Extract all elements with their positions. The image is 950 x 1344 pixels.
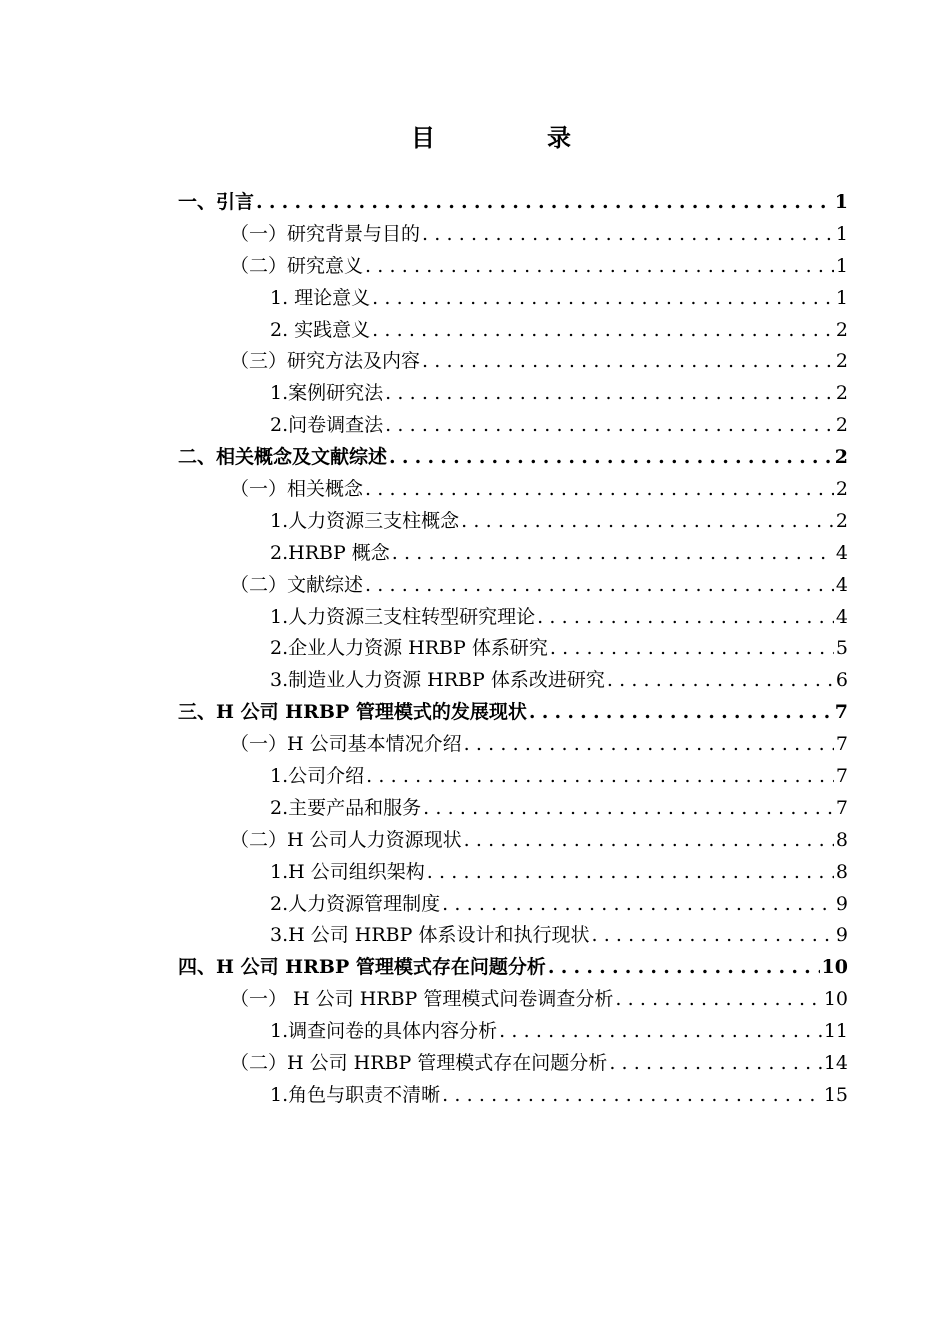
toc-page-number: 8 [835, 828, 848, 851]
toc-entry-label: （二）H 公司 HRBP 管理模式存在问题分析 [230, 1052, 608, 1075]
toc-entry-label: 1.人力资源三支柱转型研究理论 [270, 605, 536, 628]
toc-entry-section[interactable] [178, 1048, 848, 1080]
toc-entry-subsection[interactable] [178, 920, 848, 952]
toc-entry-section[interactable] [178, 984, 848, 1016]
toc-entry-label: （二）研究意义 [230, 254, 364, 277]
toc-dot-leader [442, 889, 834, 921]
toc-title: 目 录 [411, 123, 615, 152]
toc-dot-leader [529, 697, 833, 729]
toc-entry-label: 1.案例研究法 [270, 382, 384, 405]
toc-entry-subsection[interactable] [178, 761, 848, 793]
toc-dot-leader [615, 984, 821, 1016]
toc-entry-label: 1.角色与职责不清晰 [270, 1083, 441, 1106]
toc-entry-subsection[interactable] [178, 857, 848, 889]
toc-dot-leader [256, 187, 833, 219]
toc-dot-leader [464, 729, 834, 761]
toc-page-number: 9 [835, 924, 848, 947]
toc-entry-subsection[interactable] [178, 378, 848, 410]
toc-dot-leader [461, 506, 834, 538]
toc-dot-leader [607, 665, 834, 697]
toc-page-number: 1 [834, 191, 848, 213]
toc-entry-label: 2. 实践意义 [270, 318, 371, 341]
toc-entry-chapter-3[interactable] [178, 697, 848, 729]
toc-dot-leader [537, 602, 834, 634]
toc-dot-leader [422, 346, 834, 378]
toc-dot-leader [365, 570, 834, 602]
toc-page-number: 2 [835, 318, 848, 341]
toc-page-number: 10 [823, 988, 848, 1011]
toc-entry-subsection[interactable] [178, 602, 848, 634]
toc-entry-label: 2.人力资源管理制度 [270, 892, 441, 915]
toc-entry-section[interactable] [178, 219, 848, 251]
toc-page-number: 7 [835, 765, 848, 788]
toc-page-number: 4 [835, 605, 848, 628]
toc-dot-leader [423, 793, 834, 825]
toc-page-number: 10 [821, 956, 848, 979]
toc-entry-section[interactable] [178, 825, 848, 857]
toc-dot-leader [365, 251, 834, 283]
toc-entry-subsection[interactable] [178, 665, 848, 697]
toc-page-number: 1 [835, 222, 848, 245]
toc-entry-section[interactable] [178, 251, 848, 283]
toc-entry-label: 2.主要产品和服务 [270, 796, 422, 819]
toc-entry-subsection[interactable] [178, 633, 848, 665]
toc-dot-leader [427, 857, 834, 889]
toc-dot-leader [550, 633, 834, 665]
toc-dot-leader [366, 761, 834, 793]
toc-dot-leader [609, 1048, 822, 1080]
toc-page-number: 1 [835, 254, 848, 277]
toc-entry-subsection[interactable] [178, 410, 848, 442]
toc-entry-chapter-1[interactable] [178, 187, 848, 219]
toc-dot-leader [372, 283, 834, 315]
toc-dot-leader [422, 219, 834, 251]
toc-page-number: 2 [835, 414, 848, 437]
toc-dot-leader [464, 825, 834, 857]
toc-entry-subsection[interactable] [178, 538, 848, 570]
toc-page-number: 2 [835, 478, 848, 501]
toc-dot-leader [389, 442, 833, 474]
toc-entry-subsection[interactable] [178, 1016, 848, 1048]
toc-dot-leader [372, 315, 834, 347]
toc-entry-label: 2.问卷调查法 [270, 414, 384, 437]
toc-entry-label: （二）文献综述 [230, 573, 364, 596]
toc-entry-label: 1.H 公司组织架构 [270, 860, 425, 883]
toc-entry-subsection[interactable] [178, 315, 848, 347]
toc-page-number: 8 [835, 860, 848, 883]
toc-page-number: 2 [835, 350, 848, 373]
toc-entry-label: （一） H 公司 HRBP 管理模式问卷调查分析 [230, 988, 614, 1011]
toc-entry-subsection[interactable] [178, 1080, 848, 1112]
toc-entry-label: 四、H 公司 HRBP 管理模式存在问题分析 [178, 956, 546, 979]
toc-entry-subsection[interactable] [178, 889, 848, 921]
toc-dot-leader [365, 474, 834, 506]
toc-entry-label: 1.公司介绍 [270, 765, 365, 788]
toc-entry-section[interactable] [178, 570, 848, 602]
toc-dot-leader [392, 538, 834, 570]
toc-page-number: 14 [823, 1052, 848, 1075]
toc-entry-label: （二）H 公司人力资源现状 [230, 828, 462, 851]
toc-dot-leader [548, 952, 820, 984]
toc-dot-leader [385, 378, 834, 410]
toc-entry-label: （三）研究方法及内容 [230, 350, 421, 373]
toc-entry-subsection[interactable] [178, 793, 848, 825]
toc-page-number: 15 [823, 1083, 848, 1106]
toc-entry-section[interactable] [178, 346, 848, 378]
toc-page-number: 11 [823, 1020, 848, 1043]
toc-page-number: 4 [835, 573, 848, 596]
toc-entry-label: （一）研究背景与目的 [230, 222, 421, 245]
toc-entry-label: 3.制造业人力资源 HRBP 体系改进研究 [270, 669, 605, 692]
toc-dot-leader [499, 1016, 822, 1048]
toc-entry-label: 2.企业人力资源 HRBP 体系研究 [270, 637, 548, 660]
toc-entry-section[interactable] [178, 474, 848, 506]
toc-entry-label: 2.HRBP 概念 [270, 541, 390, 564]
toc-page-number: 2 [835, 509, 848, 532]
toc-page-number: 7 [834, 701, 848, 724]
toc-entry-label: 一、引言 [178, 191, 255, 213]
toc-entry-label: （一）相关概念 [230, 478, 364, 501]
toc-page-number: 9 [835, 892, 848, 915]
toc-page-number: 7 [835, 796, 848, 819]
toc-entry-label: 1. 理论意义 [270, 286, 371, 309]
toc-page-number: 6 [835, 669, 848, 692]
table-of-contents [178, 187, 848, 1112]
toc-entry-subsection[interactable] [178, 506, 848, 538]
toc-entry-label: 3.H 公司 HRBP 体系设计和执行现状 [270, 924, 590, 947]
toc-page-number: 4 [835, 541, 848, 564]
toc-entry-label: （一）H 公司基本情况介绍 [230, 733, 462, 756]
toc-entry-section[interactable] [178, 729, 848, 761]
toc-entry-subsection[interactable] [178, 283, 848, 315]
toc-entry-chapter-2[interactable] [178, 442, 848, 474]
toc-page-number: 1 [835, 286, 848, 309]
toc-page-number: 7 [835, 733, 848, 756]
toc-entry-label: 1.人力资源三支柱概念 [270, 509, 460, 532]
toc-entry-label: 1.调查问卷的具体内容分析 [270, 1020, 498, 1043]
toc-entry-chapter-4[interactable] [178, 952, 848, 984]
toc-dot-leader [591, 920, 833, 952]
toc-page-number: 2 [834, 446, 848, 469]
toc-page-number: 5 [835, 637, 848, 660]
toc-dot-leader [385, 410, 834, 442]
toc-entry-label: 二、相关概念及文献综述 [178, 446, 388, 469]
toc-entry-label: 三、H 公司 HRBP 管理模式的发展现状 [178, 701, 527, 724]
toc-dot-leader [442, 1080, 822, 1112]
toc-page-number: 2 [835, 382, 848, 405]
